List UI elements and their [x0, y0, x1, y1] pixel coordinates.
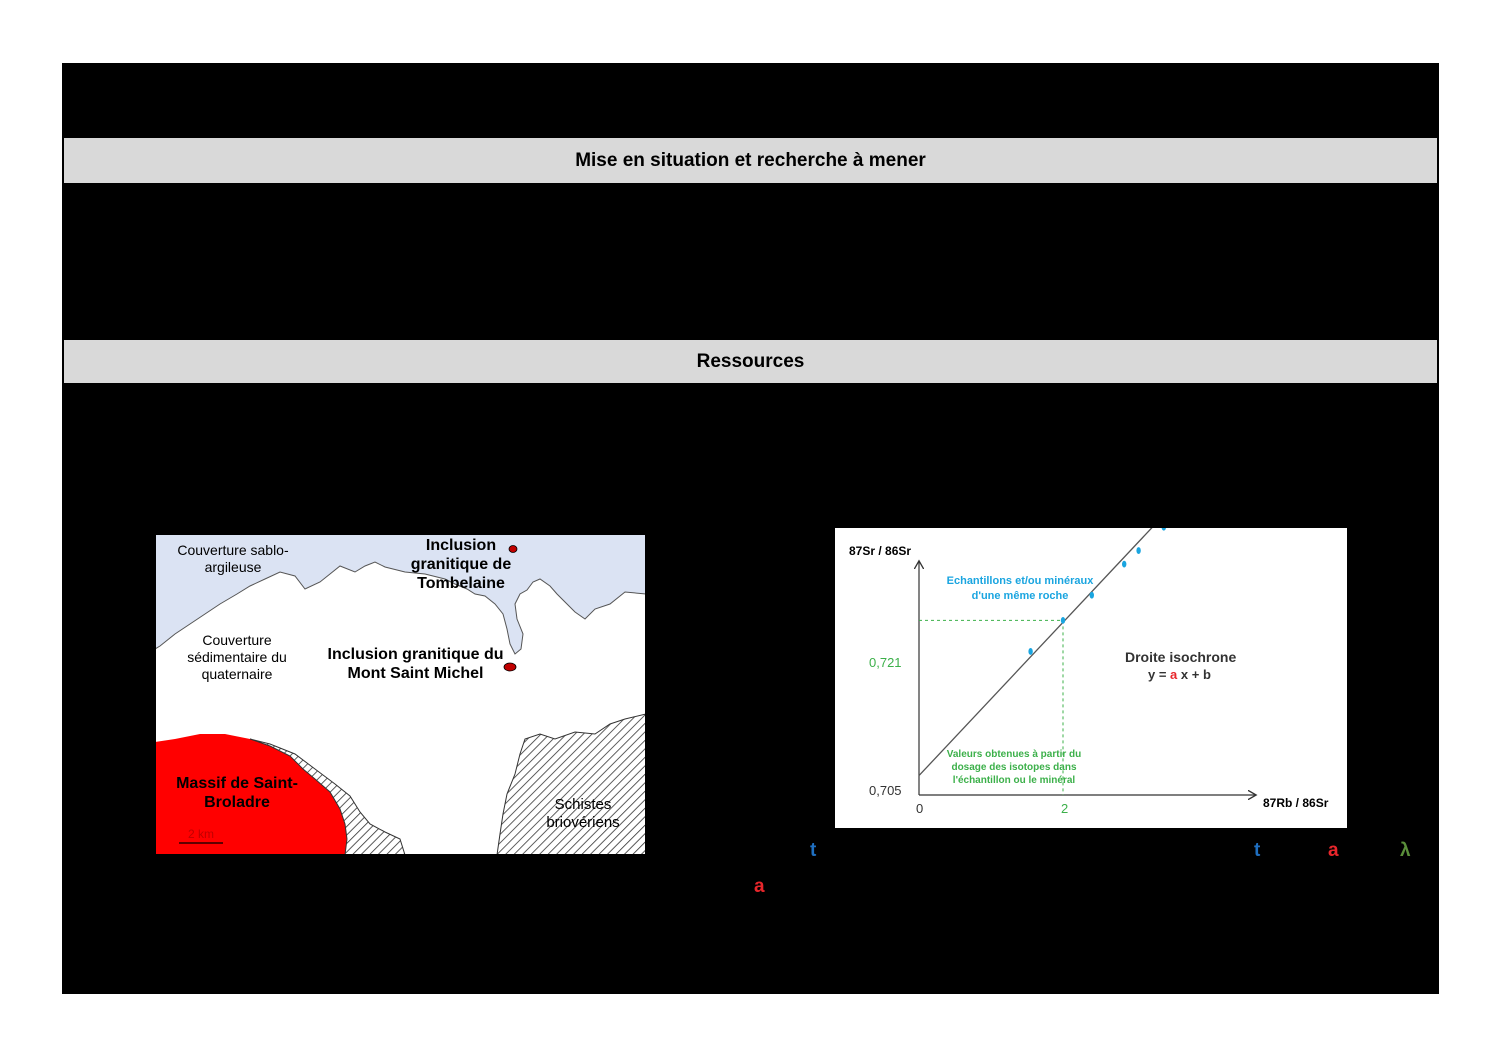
symbol-a: a	[754, 876, 765, 897]
isochron-equation	[1148, 667, 1211, 682]
label-schistes: Schistes briovériens	[546, 796, 620, 831]
label-massif: Massif de Saint-Broladre	[176, 775, 298, 812]
section-title-situation: Mise en situation et recherche à mener	[64, 138, 1437, 183]
label-mont-saint-michel: Inclusion granitique du Mont Saint Michel	[327, 646, 504, 683]
equation-suffix: x + b	[1177, 667, 1211, 682]
annotation-isochron: Droite isochrone	[1125, 649, 1237, 665]
annotation-samples: Echantillons et/ou minéraux d'une même roche	[946, 575, 1094, 602]
data-point	[1122, 561, 1126, 568]
label-couverture-sablo: Couverture sablo-argileuse	[177, 542, 289, 575]
symbol-a: a	[1328, 840, 1339, 861]
symbol-t: t	[1254, 840, 1261, 861]
x-axis-label: 87Rb / 86Sr	[1263, 796, 1329, 810]
data-point	[1162, 528, 1166, 531]
data-point	[1028, 648, 1032, 655]
section-title-resources: Ressources	[64, 340, 1437, 383]
y-tick-label: 0,705	[869, 783, 902, 798]
isochron-chart	[835, 528, 1347, 828]
schist-area-right	[497, 714, 646, 855]
label-scale: 2 km	[187, 827, 214, 841]
x-tick-label: 2	[1061, 801, 1069, 816]
geological-map	[155, 534, 646, 855]
equation-slope: a	[1170, 667, 1178, 682]
annotation-values: Valeurs obtenues à partir du dosage des isotopes dans l'échantillon ou le minéral	[946, 749, 1082, 786]
equation-prefix: y =	[1148, 667, 1171, 682]
label-tombelaine: Inclusion granitique de Tombelaine	[410, 537, 512, 593]
label-couverture-sedimentaire: Couverture sédimentaire du quaternaire	[187, 632, 287, 682]
data-point	[1061, 617, 1065, 624]
y-tick-label: 0,721	[869, 655, 902, 670]
symbol-t: t	[810, 840, 817, 861]
y-axis-label: 87Sr / 86Sr	[849, 544, 912, 558]
symbol-lambda: λ	[1400, 840, 1411, 861]
data-point	[1136, 547, 1140, 554]
x-tick-label: 0	[916, 801, 924, 816]
